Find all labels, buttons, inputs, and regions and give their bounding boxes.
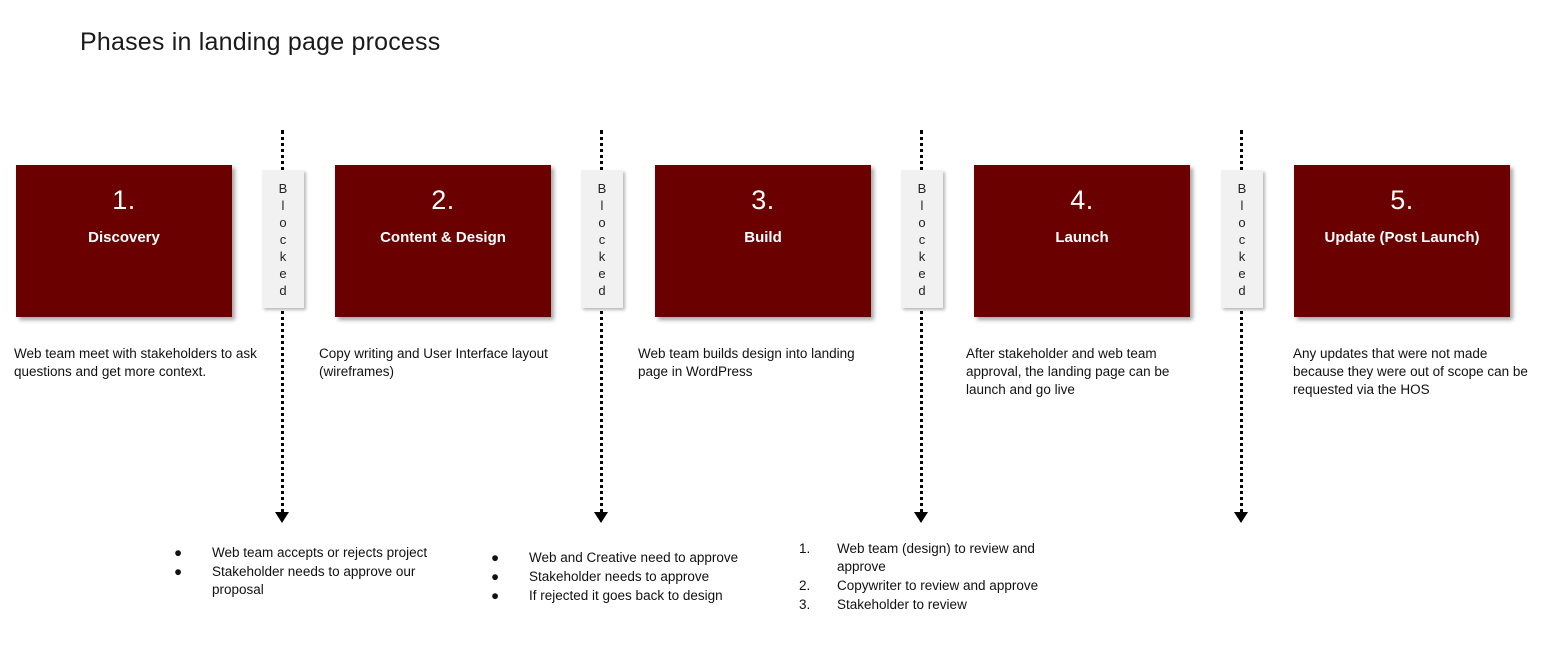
phase-box-1[interactable] [16, 165, 232, 317]
blocked-letter: d [918, 283, 926, 298]
blocked-gate-3[interactable] [901, 170, 943, 308]
list-text: If rejected it goes back to design [529, 588, 723, 603]
blocked-letter: d [598, 283, 606, 298]
list-marker: ● [491, 550, 500, 565]
blocked-gate-4[interactable] [1221, 170, 1263, 308]
list-text: Copywriter to review and approve [837, 578, 1039, 593]
list-text: Web team accepts or rejects project [212, 545, 428, 560]
list-marker: 1. [799, 541, 811, 556]
blocked-letter: e [279, 266, 287, 281]
list-item [487, 549, 752, 567]
phase-description-2: Copy writing and User Interface layout (wireframes) [319, 346, 548, 379]
phase-description-3: Web team builds design into landing page in WordPress [638, 346, 855, 379]
list-item [487, 568, 752, 586]
blocked-letter: k [918, 249, 926, 264]
blocked-gate-2[interactable] [581, 170, 623, 308]
blocked-letter: l [600, 198, 604, 213]
blocked-letter: e [598, 266, 606, 281]
phase-number: 4. [1070, 185, 1094, 215]
phase-description-1: Web team meet with stakeholders to ask questions and get more context. [14, 346, 257, 379]
connector-arrow-1 [275, 512, 289, 523]
list-marker: ● [174, 545, 183, 560]
phase-description-4: After stakeholder and web team approval, the landing page can be launch and go live [966, 346, 1170, 397]
blocked-letter: o [598, 215, 606, 230]
phase-box-2[interactable] [335, 165, 551, 317]
list-marker: 3. [799, 597, 811, 612]
blocked-letter: c [1238, 232, 1246, 247]
phase-description-5: Any updates that were not made because they were out of scope can be requested via the HOS [1293, 346, 1528, 397]
phase-label: Update (Post Launch) [1324, 229, 1480, 246]
blocked-letter: k [1238, 249, 1246, 264]
list-text: Stakeholder needs to approve our proposal [212, 564, 416, 597]
list-text: Stakeholder needs to approve [529, 569, 710, 584]
blocked-letter: c [279, 232, 287, 247]
blocked-letter: o [279, 215, 287, 230]
blocked-gate-1[interactable] [262, 170, 304, 308]
list-item [170, 544, 430, 562]
blocked-letter: d [279, 283, 287, 298]
list-marker: ● [174, 564, 183, 579]
connector-arrow-2 [594, 512, 608, 523]
list-item [170, 563, 430, 599]
phase-number: 1. [112, 185, 136, 215]
blocked-letter: c [598, 232, 606, 247]
phase-box-4[interactable] [974, 165, 1190, 317]
blocked-letter: e [1238, 266, 1246, 281]
blocked-letter: o [918, 215, 926, 230]
list-text: Web team (design) to review and approve [837, 541, 1035, 574]
connector-arrow-4 [1234, 512, 1248, 523]
list-marker: ● [491, 569, 500, 584]
blocked-letter: B [917, 181, 927, 196]
list-item [799, 596, 1069, 614]
phase-box-3[interactable] [655, 165, 871, 317]
gate-list-2 [487, 549, 752, 606]
blocked-letter: B [278, 181, 288, 196]
blocked-letter: B [1237, 181, 1247, 196]
list-marker: 2. [799, 578, 811, 593]
blocked-letter: e [918, 266, 926, 281]
gate-list-3 [799, 540, 1069, 615]
list-item [799, 540, 1069, 576]
blocked-letter: d [1238, 283, 1246, 298]
phase-label: Launch [1055, 229, 1109, 246]
phase-number: 5. [1390, 185, 1414, 215]
list-marker: ● [491, 588, 500, 603]
phase-label: Content & Design [380, 229, 506, 246]
phase-label: Build [744, 229, 782, 246]
phase-box-5[interactable] [1294, 165, 1510, 317]
blocked-letter: B [597, 181, 607, 196]
list-item [487, 587, 752, 605]
blocked-letter: l [281, 198, 285, 213]
phase-label: Discovery [88, 229, 160, 246]
list-text: Web and Creative need to approve [529, 550, 739, 565]
page-title: Phases in landing page process [80, 28, 441, 56]
gate-list-1 [170, 544, 430, 600]
phase-number: 2. [431, 185, 455, 215]
blocked-letter: l [920, 198, 924, 213]
blocked-letter: l [1240, 198, 1244, 213]
blocked-letter: k [598, 249, 606, 264]
connector-arrow-3 [914, 512, 928, 523]
list-item [799, 577, 1069, 595]
phase-number: 3. [751, 185, 775, 215]
list-text: Stakeholder to review [837, 597, 967, 612]
blocked-letter: k [279, 249, 287, 264]
blocked-letter: c [918, 232, 926, 247]
blocked-letter: o [1238, 215, 1246, 230]
